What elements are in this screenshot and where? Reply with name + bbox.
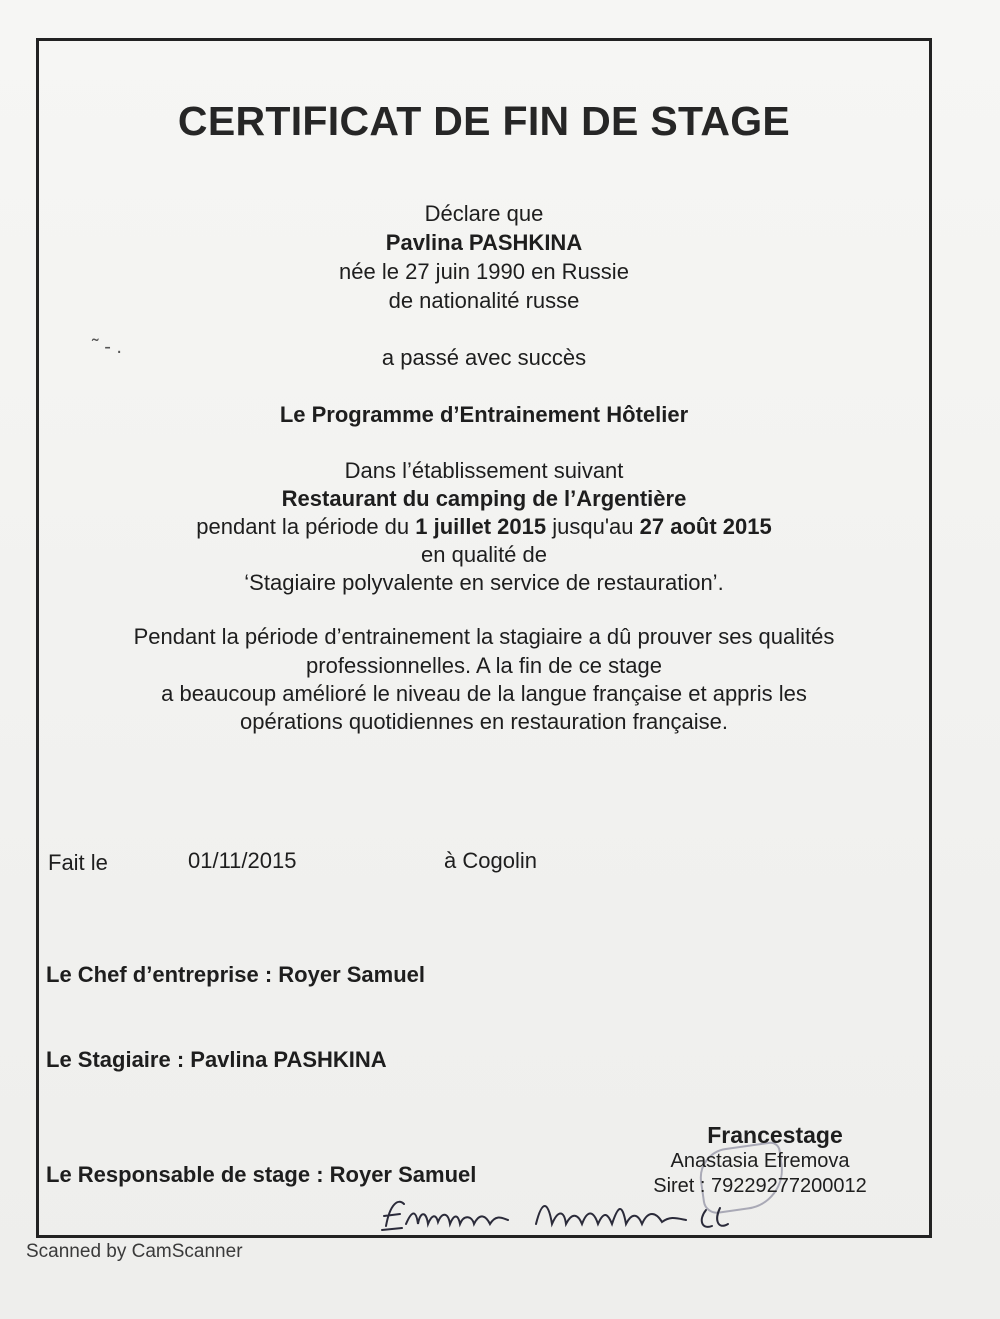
period-start: 1 juillet 2015 xyxy=(415,514,547,539)
period-line xyxy=(36,512,932,541)
stamp-siret: Siret : 79229277200012 xyxy=(653,1175,867,1197)
document-title: CERTIFICAT DE FIN DE STAGE xyxy=(177,98,791,144)
period-prefix: pendant la période du xyxy=(196,514,416,539)
role-title: ‘Stagiaire polyvalente en service de restauration’. xyxy=(244,570,724,595)
stamp-company: Francestage xyxy=(707,1122,843,1148)
evaluation-line-2: professionnelles. A la fin de ce stage xyxy=(306,653,662,678)
birth-line: née le 27 juin 1990 en Russie xyxy=(339,259,629,284)
role-label: en qualité de xyxy=(421,542,547,567)
handwritten-signature xyxy=(376,1190,766,1240)
stagiaire-line: Le Stagiaire : Pavlina PASHKINA xyxy=(46,1047,387,1072)
fait-place: à Cogolin xyxy=(444,848,537,873)
fait-date: 01/11/2015 xyxy=(188,848,297,873)
period-middle: jusqu'au xyxy=(546,514,640,539)
company-stamp xyxy=(630,1122,890,1199)
fait-label: Fait le xyxy=(48,850,108,875)
scan-mark: ˜ ‐ . xyxy=(92,336,122,358)
evaluation-line-1: Pendant la période d’entrainement la stagiaire a dû prouver ses qualités xyxy=(133,624,835,649)
evaluation-line-3: a beaucoup amélioré le niveau de la langue française et appris les xyxy=(161,681,807,706)
scanner-footer: Scanned by CamScanner xyxy=(26,1241,243,1262)
passed-line: a passé avec succès xyxy=(381,345,587,370)
declare-line: Déclare que xyxy=(424,201,544,226)
evaluation-line-4: opérations quotidiennes en restauration française. xyxy=(240,709,728,734)
establishment-name: Restaurant du camping de l’Argentière xyxy=(281,486,687,511)
establishment-label: Dans l’établissement suivant xyxy=(344,458,624,483)
stamp-person: Anastasia Efremova xyxy=(670,1150,850,1172)
trainee-name: Pavlina PASHKINA xyxy=(385,230,583,255)
responsable-line: Le Responsable de stage : Royer Samuel xyxy=(46,1162,477,1187)
period-end: 27 août 2015 xyxy=(639,514,772,539)
chef-entreprise: Le Chef d’entreprise : Royer Samuel xyxy=(46,962,425,987)
program-name: Le Programme d’Entrainement Hôtelier xyxy=(279,402,689,427)
nationality-line: de nationalité russe xyxy=(388,288,580,313)
